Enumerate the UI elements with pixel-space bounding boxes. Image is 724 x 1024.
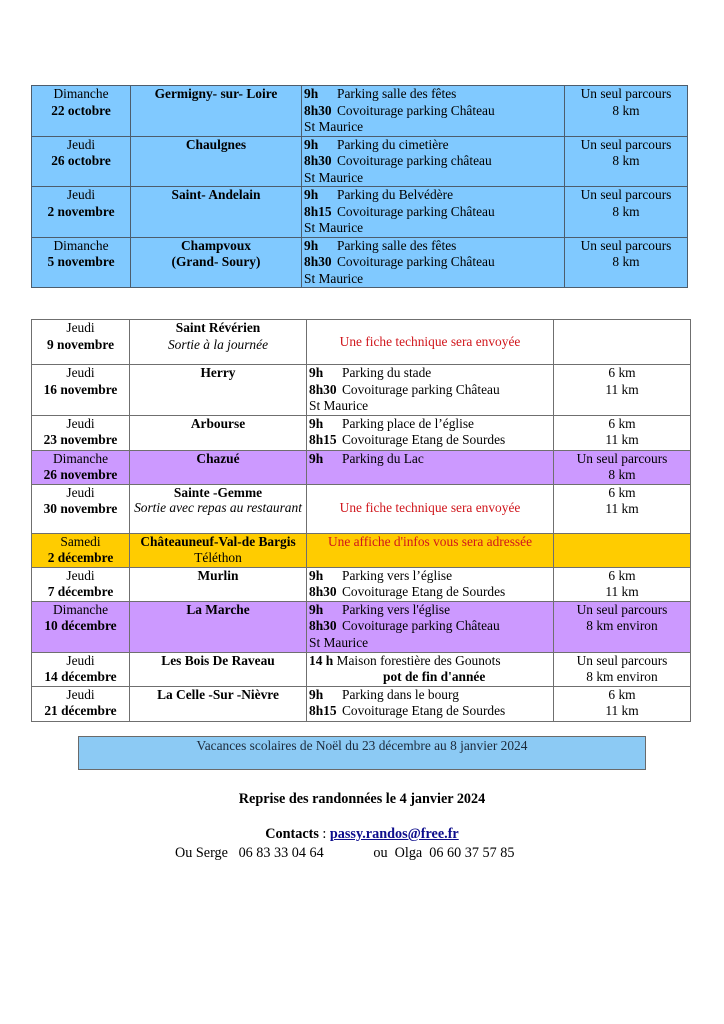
date-label: 26 octobre bbox=[51, 153, 111, 168]
meeting-text: Covoiturage parking Château bbox=[337, 102, 495, 118]
contacts-label: Contacts bbox=[265, 826, 319, 842]
date-label: 2 novembre bbox=[47, 203, 115, 219]
distance-line: 11 km bbox=[605, 432, 639, 447]
place-cell bbox=[130, 320, 307, 365]
distance-line: 8 km environ bbox=[586, 669, 658, 684]
meeting-time: 8h30 bbox=[309, 584, 337, 599]
place-label: Chazué bbox=[196, 450, 240, 466]
table-row bbox=[32, 320, 691, 365]
note-cell bbox=[307, 320, 554, 365]
meeting-cell bbox=[307, 686, 554, 721]
meeting-line bbox=[309, 602, 551, 619]
meeting-cell bbox=[307, 450, 554, 484]
meeting-text: Covoiturage parking château bbox=[337, 153, 492, 168]
meeting-time: 8h30 bbox=[304, 102, 332, 118]
distance-cell bbox=[554, 365, 691, 416]
date-cell bbox=[32, 686, 130, 721]
place-label: Châteauneuf-Val-de Bargis bbox=[140, 533, 296, 549]
distance-line: 8 km bbox=[612, 153, 640, 168]
meeting-cell bbox=[307, 601, 554, 652]
meeting-line bbox=[309, 703, 551, 720]
place-cell bbox=[130, 686, 307, 721]
meeting-text: Parking du stade bbox=[342, 365, 432, 380]
place-label: Germigny- sur- Loire bbox=[154, 86, 278, 101]
place-cell bbox=[130, 484, 307, 533]
table-row bbox=[32, 365, 691, 416]
meeting-line bbox=[309, 653, 551, 670]
distance-line: 8 km bbox=[612, 203, 640, 219]
distance-cell bbox=[554, 686, 691, 721]
meeting-line bbox=[309, 432, 551, 449]
place-label: Sainte -Gemme bbox=[173, 484, 263, 500]
phone-contacts: Ou Serge 06 83 33 04 64 ou Olga 06 60 37 57 85 bbox=[175, 845, 515, 861]
date-cell bbox=[32, 652, 130, 686]
meeting-line bbox=[304, 119, 562, 136]
resume-notice: Reprise des randonnées le 4 janvier 2024 bbox=[238, 791, 486, 807]
meeting-text: St Maurice bbox=[309, 398, 369, 413]
meeting-time: 9h bbox=[309, 601, 324, 617]
meeting-line bbox=[309, 382, 551, 399]
contacts-line bbox=[0, 826, 724, 843]
meeting-text: Covoiturage parking Château bbox=[337, 203, 495, 219]
place-cell bbox=[130, 652, 307, 686]
meeting-time: 9h bbox=[304, 136, 319, 152]
meeting-time: 9h bbox=[304, 187, 319, 202]
date-cell bbox=[32, 601, 130, 652]
day-label: Jeudi bbox=[66, 187, 96, 202]
meeting-time: 9h bbox=[304, 86, 319, 101]
meeting-line bbox=[309, 618, 551, 635]
place-label: Saint Révérien bbox=[175, 320, 261, 335]
meeting-text: Parking vers l’église bbox=[342, 567, 453, 583]
schedule-table-october bbox=[31, 85, 688, 288]
distance-line: 11 km bbox=[605, 703, 639, 718]
meeting-time: 9h bbox=[309, 686, 324, 702]
date-label: 14 décembre bbox=[44, 669, 117, 684]
meeting-text: Parking place de l’église bbox=[342, 415, 474, 431]
note-text: Une fiche technique sera envoyée bbox=[339, 500, 521, 516]
place-cell bbox=[130, 415, 307, 450]
date-cell bbox=[32, 237, 131, 288]
place-cell bbox=[130, 533, 307, 567]
day-label: Jeudi bbox=[66, 484, 95, 500]
day-label: Dimanche bbox=[52, 601, 109, 617]
distance-line: 8 km bbox=[612, 102, 640, 118]
meeting-text: St Maurice bbox=[304, 270, 364, 286]
meeting-line bbox=[304, 271, 562, 288]
table-row bbox=[32, 415, 691, 450]
meeting-time: 8h15 bbox=[304, 203, 332, 219]
date-cell bbox=[32, 187, 131, 238]
date-label: 2 décembre bbox=[47, 550, 114, 565]
date-label: 21 décembre bbox=[44, 703, 117, 718]
place-cell bbox=[130, 450, 307, 484]
meeting-line bbox=[309, 635, 551, 652]
place-sub-label: Sortie à la journée bbox=[167, 336, 269, 352]
distance-line: Un seul parcours bbox=[580, 237, 672, 253]
distance-line: Un seul parcours bbox=[576, 652, 668, 668]
distance-line: 8 km environ bbox=[586, 618, 658, 633]
meeting-text: Covoiturage parking Château bbox=[337, 254, 495, 269]
meeting-time: 8h30 bbox=[309, 618, 337, 633]
note-cell bbox=[307, 484, 554, 533]
meeting-time: 8h15 bbox=[309, 703, 337, 718]
table-row bbox=[32, 686, 691, 721]
place-sub-label: (Grand- Soury) bbox=[171, 254, 261, 269]
place-label: Champvoux bbox=[181, 237, 251, 253]
meeting-time: 9h bbox=[309, 567, 324, 583]
date-cell bbox=[32, 567, 130, 601]
date-cell bbox=[32, 136, 131, 187]
meeting-line bbox=[304, 238, 562, 255]
meeting-cell bbox=[307, 415, 554, 450]
meeting-line bbox=[304, 187, 562, 204]
meeting-text: Parking du Lac bbox=[342, 450, 424, 466]
date-cell bbox=[32, 450, 130, 484]
distance-cell bbox=[554, 533, 691, 567]
meeting-text: St Maurice bbox=[304, 119, 364, 134]
place-label: Saint- Andelain bbox=[171, 187, 261, 202]
meeting-line bbox=[309, 568, 551, 585]
distance-line: Un seul parcours bbox=[580, 86, 672, 101]
holiday-banner: Vacances scolaires de Noël du 23 décembre au 8 janvier 2024 bbox=[78, 736, 646, 770]
distance-cell bbox=[554, 652, 691, 686]
place-label: Chaulgnes bbox=[185, 136, 247, 152]
date-label: 23 novembre bbox=[43, 432, 118, 447]
meeting-time: 9h bbox=[304, 237, 319, 253]
distance-line: 6 km bbox=[608, 365, 636, 380]
note-text: Une fiche technique sera envoyée bbox=[339, 333, 521, 349]
day-label: Jeudi bbox=[66, 320, 95, 335]
meeting-time: 8h30 bbox=[304, 254, 332, 269]
email-link[interactable]: passy.randos@free.fr bbox=[329, 826, 459, 842]
day-label: Jeudi bbox=[66, 652, 95, 668]
meeting-text: Covoiturage Etang de Sourdes bbox=[342, 432, 506, 447]
day-label: Dimanche bbox=[53, 86, 109, 101]
place-label: Murlin bbox=[197, 567, 239, 583]
meeting-text: Parking salle des fêtes bbox=[337, 237, 457, 253]
meeting-text: St Maurice bbox=[309, 634, 369, 650]
date-label: 26 novembre bbox=[43, 467, 118, 482]
meeting-cell bbox=[302, 86, 565, 137]
table-row bbox=[32, 136, 688, 187]
note-text: Une affiche d'infos vous sera adressée bbox=[327, 533, 533, 549]
meeting-line bbox=[309, 365, 551, 382]
date-cell bbox=[32, 365, 130, 416]
place-cell bbox=[131, 237, 302, 288]
meeting-line bbox=[309, 398, 551, 415]
day-label: Jeudi bbox=[66, 686, 95, 702]
place-label: La Celle -Sur -Nièvre bbox=[157, 686, 279, 702]
date-label: 5 novembre bbox=[47, 254, 115, 269]
note-cell bbox=[307, 533, 554, 567]
distance-line: 11 km bbox=[605, 584, 639, 599]
table-row bbox=[32, 601, 691, 652]
meeting-cell bbox=[302, 136, 565, 187]
meeting-line bbox=[304, 170, 562, 187]
meeting-text: Parking salle des fêtes bbox=[337, 86, 457, 101]
meeting-text: Covoiturage parking Château bbox=[342, 618, 500, 633]
day-label: Dimanche bbox=[53, 237, 109, 253]
meeting-cell bbox=[302, 237, 565, 288]
meeting-time: 9h bbox=[309, 450, 324, 466]
table-row bbox=[32, 450, 691, 484]
place-cell bbox=[130, 601, 307, 652]
table-row bbox=[32, 484, 691, 533]
date-label: 30 novembre bbox=[43, 501, 118, 516]
date-label: 16 novembre bbox=[43, 381, 118, 397]
place-label: Les Bois De Raveau bbox=[161, 652, 275, 668]
date-label: 9 novembre bbox=[46, 336, 115, 352]
table-row bbox=[32, 652, 691, 686]
meeting-text: Parking vers l'église bbox=[342, 601, 451, 617]
meeting-line bbox=[304, 153, 562, 170]
distance-cell bbox=[554, 484, 691, 533]
distance-cell bbox=[554, 415, 691, 450]
meeting-text: St Maurice bbox=[304, 169, 364, 185]
meeting-time: 8h30 bbox=[309, 381, 337, 397]
meeting-text: Parking du cimetière bbox=[337, 136, 449, 152]
meeting-line bbox=[304, 103, 562, 120]
distance-cell bbox=[565, 136, 688, 187]
distance-cell bbox=[565, 86, 688, 137]
distance-line: 6 km bbox=[608, 484, 636, 500]
meeting-text: Covoiturage parking Château bbox=[342, 381, 500, 397]
table-row bbox=[32, 86, 688, 137]
table-row bbox=[32, 187, 688, 238]
distance-cell bbox=[565, 187, 688, 238]
distance-line: 6 km bbox=[608, 567, 636, 583]
meeting-text: Parking du Belvédère bbox=[337, 187, 454, 202]
distance-line: 11 km bbox=[605, 381, 639, 397]
meeting-time: 14 h bbox=[309, 652, 334, 668]
place-cell bbox=[130, 567, 307, 601]
distance-line: Un seul parcours bbox=[576, 601, 668, 617]
date-label: 10 décembre bbox=[44, 618, 117, 633]
date-label: 22 octobre bbox=[51, 102, 111, 118]
meeting-cell bbox=[307, 567, 554, 601]
meeting-time: 9h bbox=[309, 365, 324, 380]
place-sub-label: Téléthon bbox=[194, 550, 242, 565]
place-label: La Marche bbox=[186, 601, 250, 617]
distance-line: 11 km bbox=[605, 501, 639, 516]
date-cell bbox=[32, 533, 130, 567]
meeting-line bbox=[304, 254, 562, 271]
place-cell bbox=[131, 86, 302, 137]
meeting-cell bbox=[302, 187, 565, 238]
meeting-time: 8h30 bbox=[304, 153, 332, 168]
day-label: Jeudi bbox=[66, 415, 95, 431]
day-label: Samedi bbox=[60, 533, 101, 549]
distance-line: Un seul parcours bbox=[580, 136, 672, 152]
place-cell bbox=[131, 136, 302, 187]
table-row bbox=[32, 533, 691, 567]
meeting-time: 9h bbox=[309, 415, 324, 431]
table-row bbox=[32, 567, 691, 601]
place-sub-label: Sortie avec repas au restaurant bbox=[134, 499, 302, 515]
meeting-line bbox=[309, 687, 551, 704]
meeting-line bbox=[304, 204, 562, 221]
meeting-text: Parking dans le bourg bbox=[342, 686, 459, 702]
meeting-text: Covoiturage Etang de Sourdes bbox=[342, 703, 506, 718]
meeting-line bbox=[309, 584, 551, 601]
place-label: Arbourse bbox=[190, 415, 246, 431]
meeting-cell bbox=[307, 365, 554, 416]
meeting-line bbox=[304, 86, 562, 103]
meeting-line bbox=[309, 416, 551, 433]
table-row bbox=[32, 237, 688, 288]
schedule-table-november-december bbox=[31, 319, 691, 722]
meeting-line bbox=[304, 220, 562, 237]
distance-line: 6 km bbox=[608, 686, 636, 702]
date-cell bbox=[32, 415, 130, 450]
distance-line: Un seul parcours bbox=[580, 187, 672, 202]
meeting-line bbox=[309, 451, 551, 468]
day-label: Dimanche bbox=[52, 450, 109, 466]
distance-cell bbox=[554, 450, 691, 484]
date-cell bbox=[32, 320, 130, 365]
day-label: Jeudi bbox=[66, 136, 96, 152]
distance-line: 6 km bbox=[608, 415, 636, 431]
place-label: Herry bbox=[200, 365, 236, 380]
distance-cell bbox=[565, 237, 688, 288]
distance-cell bbox=[554, 320, 691, 365]
distance-cell bbox=[554, 567, 691, 601]
day-label: Jeudi bbox=[66, 365, 95, 380]
end-of-year-label: pot de fin d'année bbox=[383, 669, 486, 684]
date-cell bbox=[32, 484, 130, 533]
meeting-text: St Maurice bbox=[304, 220, 364, 235]
date-cell bbox=[32, 86, 131, 137]
distance-cell bbox=[554, 601, 691, 652]
meeting-text: Maison forestière des Gounots bbox=[336, 652, 501, 668]
day-label: Jeudi bbox=[66, 567, 95, 583]
meeting-time: 8h15 bbox=[309, 432, 337, 447]
distance-line: Un seul parcours bbox=[576, 450, 668, 466]
contacts-separator: : bbox=[318, 826, 330, 842]
meeting-line bbox=[304, 137, 562, 154]
distance-line: 8 km bbox=[612, 254, 640, 269]
meeting-cell bbox=[307, 652, 554, 686]
place-cell bbox=[131, 187, 302, 238]
date-label: 7 décembre bbox=[47, 584, 114, 599]
distance-line: 8 km bbox=[608, 467, 636, 482]
meeting-text: Covoiturage Etang de Sourdes bbox=[342, 584, 506, 599]
place-cell bbox=[130, 365, 307, 416]
